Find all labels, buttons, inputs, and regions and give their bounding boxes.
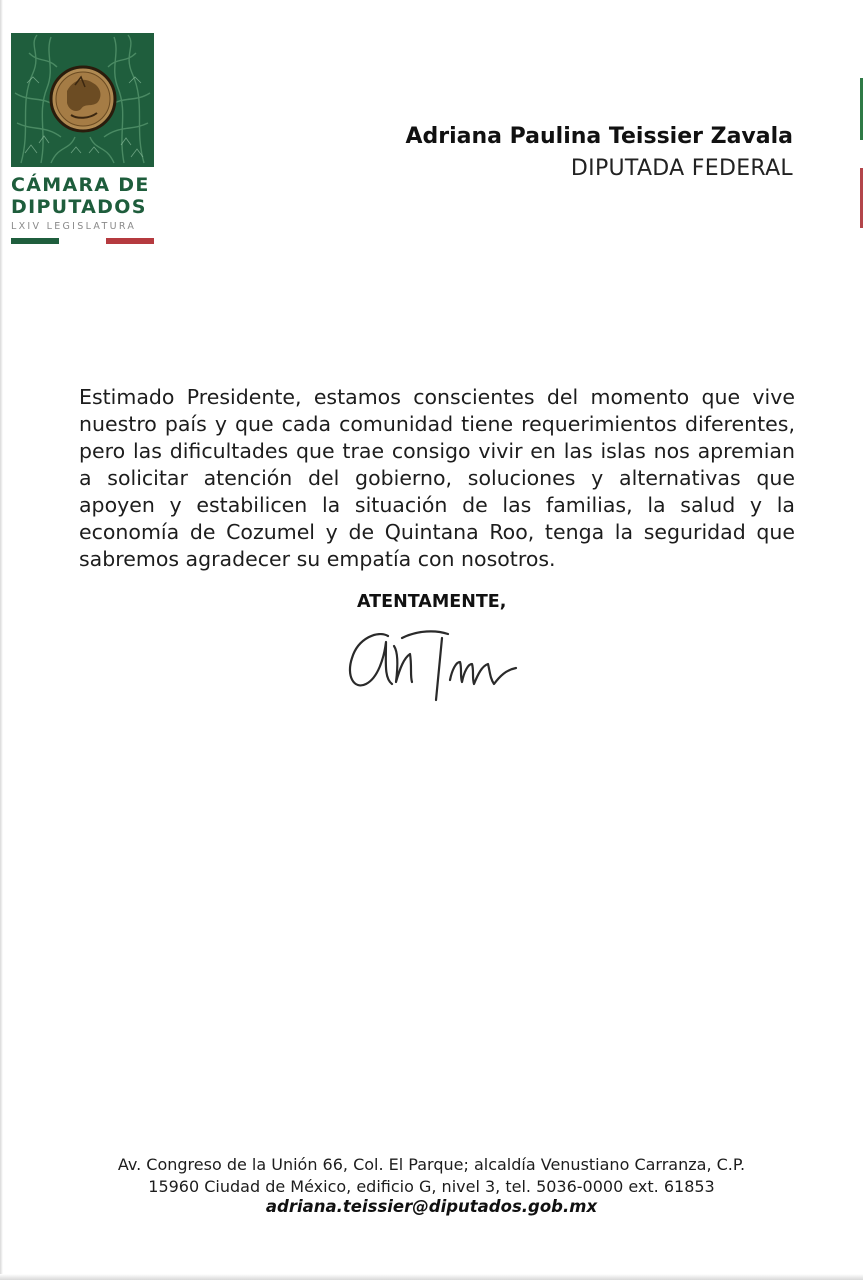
- signature-icon: [340, 618, 530, 708]
- logo-red-bar: [106, 238, 154, 244]
- logo-text-line2: DIPUTADOS: [11, 196, 147, 218]
- logo-text-line1: CÁMARA DE: [11, 174, 150, 196]
- closing-text: ATENTAMENTE,: [357, 592, 507, 612]
- footer-address-line2: 15960 Ciudad de México, edificio G, nivel 3, tel. 5036-0000 ext. 61853: [148, 1177, 715, 1196]
- page-bottom-edge: [0, 1274, 863, 1280]
- footer-address: [60, 1154, 803, 1198]
- letter-paragraph: Estimado Presidente, estamos conscientes del momento que vive nuestro país y que cada comunidad tiene requerimientos diferentes, pero las dificultades que trae consigo vivir en las islas nos apremian a solicitar atención del gobierno, soluciones y alternativas que apoyen y estabilicen la situación de las familias, la salud y la economía de Cozumel y de Quintana Roo, tenga la seguridad que sabremos agradecer su empatía con nosotros.: [79, 385, 795, 571]
- footer-email: adriana.teissier@diputados.gob.mx: [265, 1197, 598, 1216]
- footer-address-line1: Av. Congreso de la Unión 66, Col. El Parque; alcaldía Venustiano Carranza, C.P.: [117, 1155, 746, 1174]
- page-edge-shadow: [0, 0, 3, 1280]
- deputy-title: DIPUTADA FEDERAL: [570, 156, 793, 181]
- logo-legislature: LXIV LEGISLATURA: [11, 221, 137, 232]
- logo-green-bar: [11, 238, 59, 244]
- coat-of-arms-logo-icon: [11, 33, 154, 167]
- deputy-name: Adriana Paulina Teissier Zavala: [405, 124, 793, 149]
